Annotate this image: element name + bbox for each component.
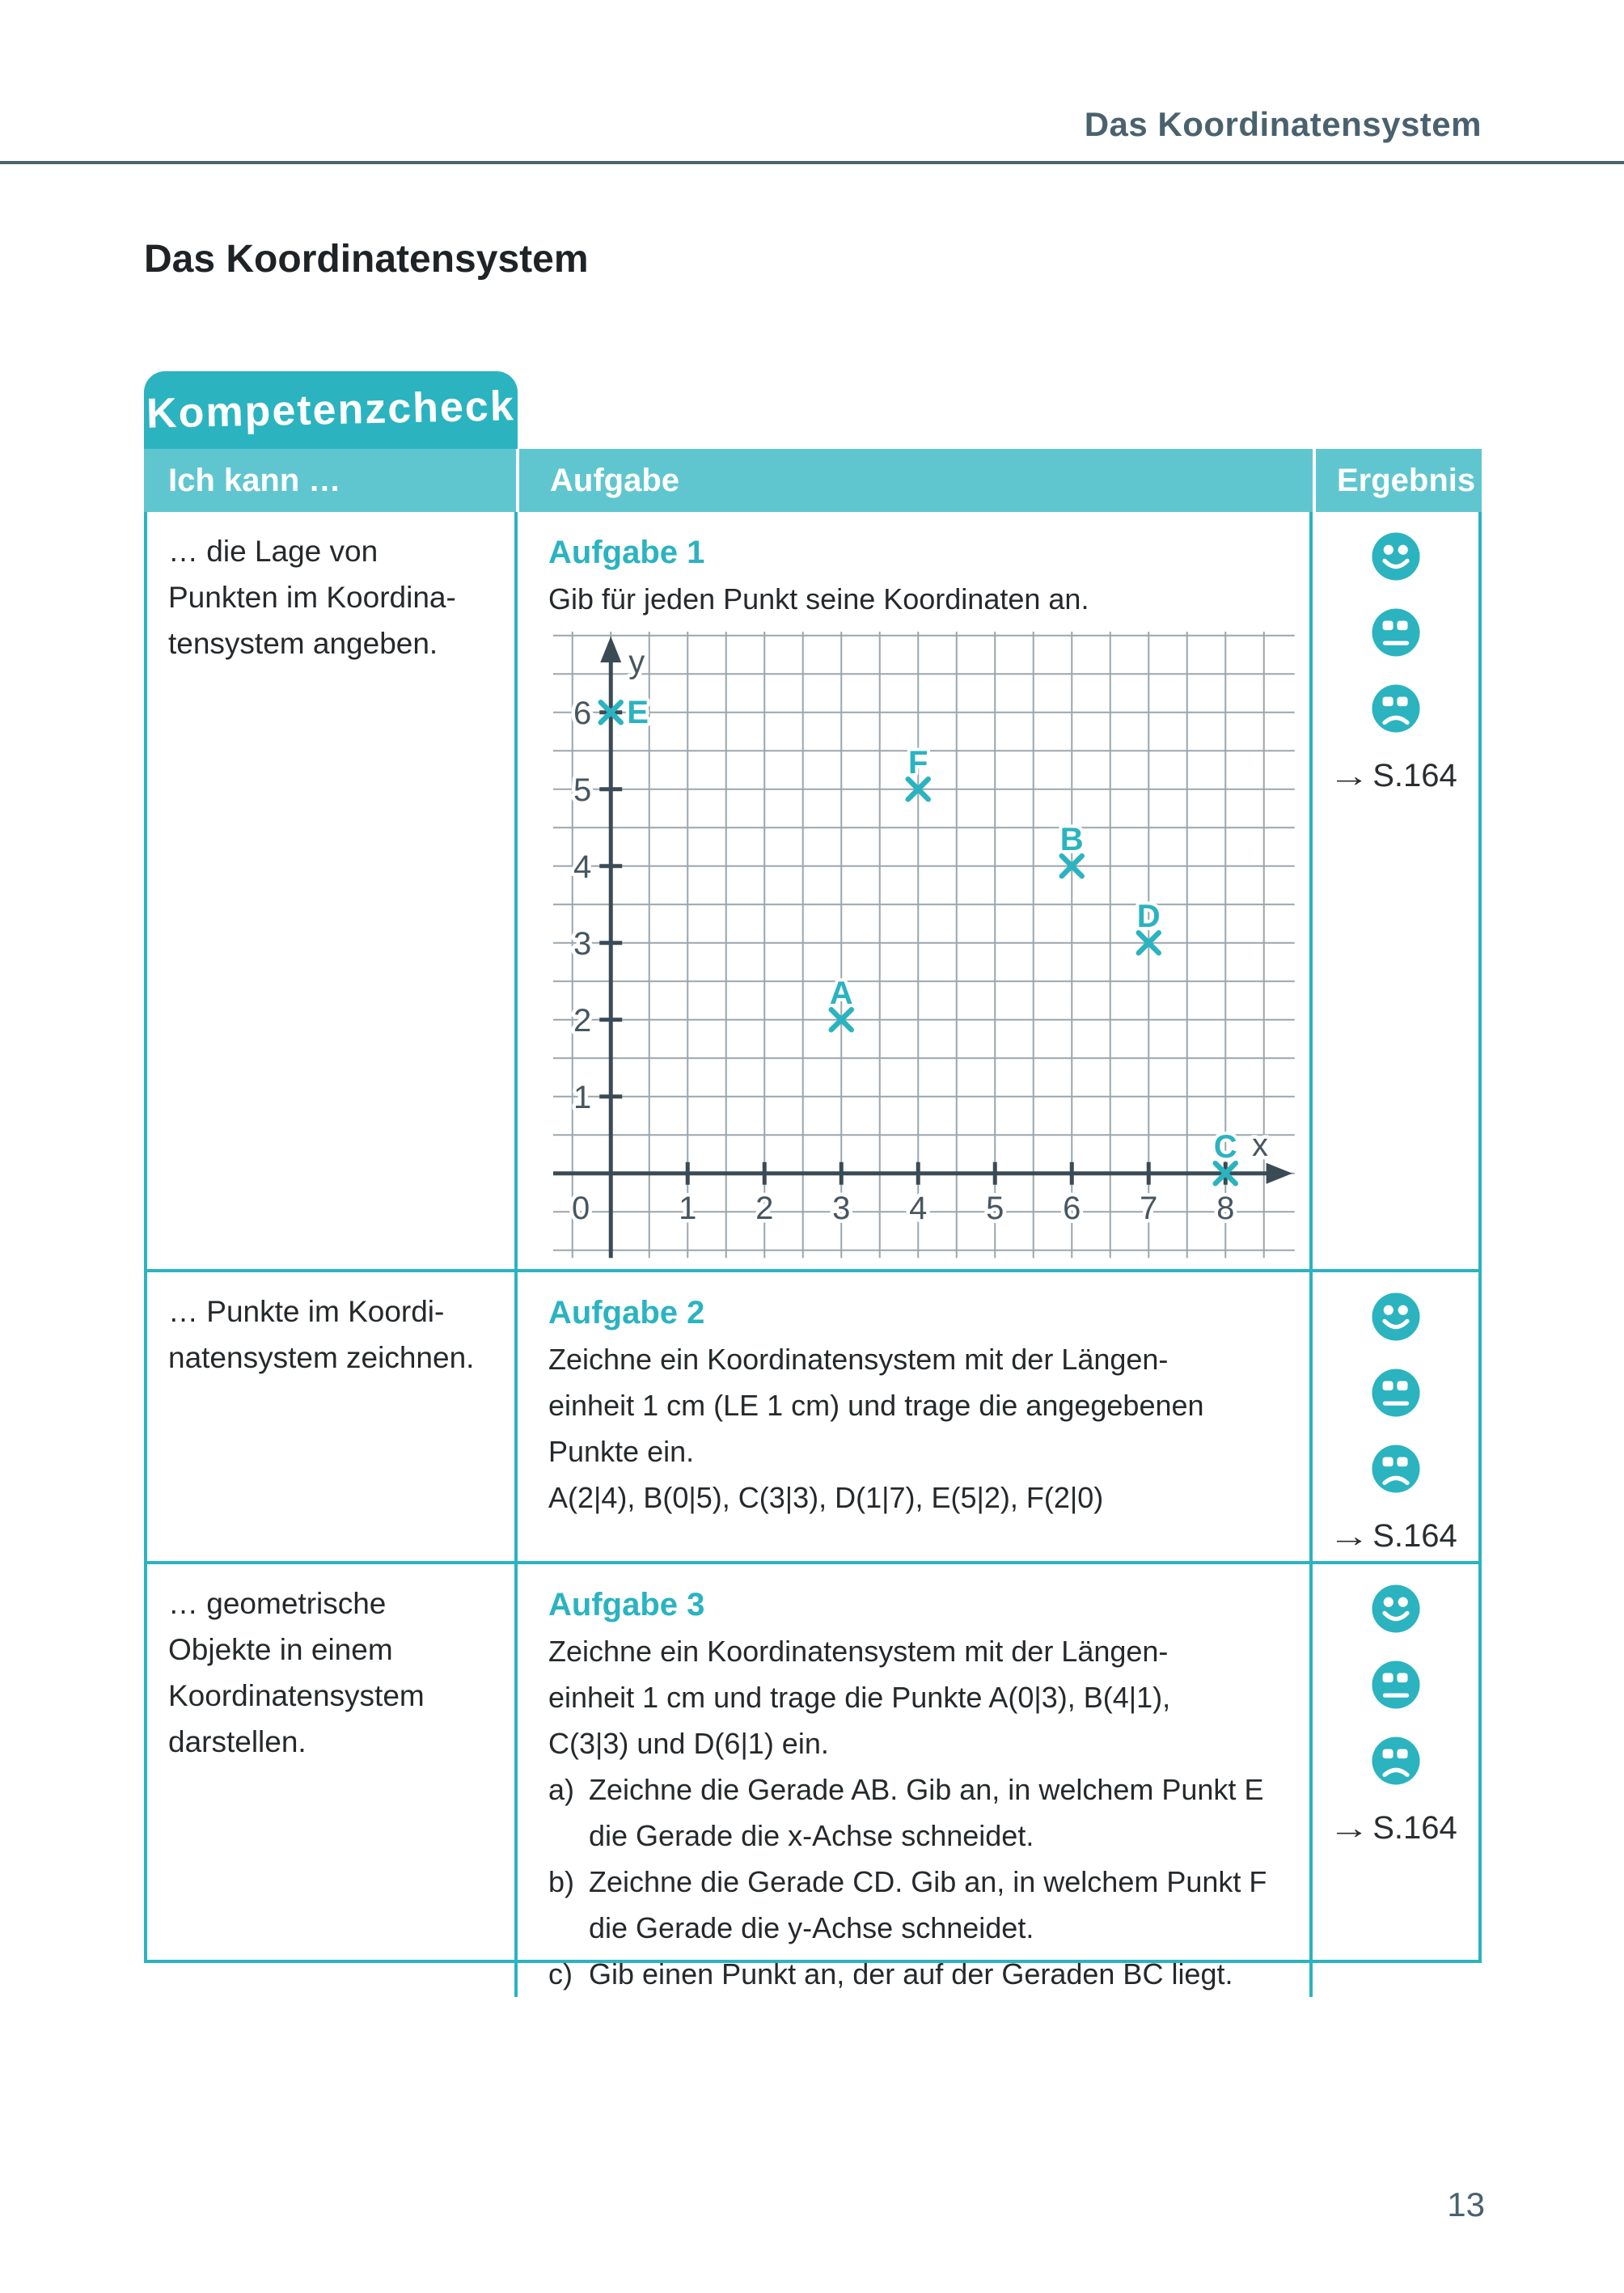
smiley-neutral-icon xyxy=(1371,607,1421,658)
subitem-label: b) xyxy=(548,1865,575,1898)
svg-text:6: 6 xyxy=(1063,1190,1081,1226)
svg-text:0: 0 xyxy=(572,1190,590,1226)
smiley-stack xyxy=(1371,1292,1421,1520)
coordinate-chart xyxy=(553,632,1295,1258)
svg-text:A: A xyxy=(829,975,853,1011)
task-title: Aufgabe 2 xyxy=(548,1295,705,1331)
result-cell xyxy=(1313,1272,1478,1561)
arrow-right-icon: → xyxy=(1328,759,1370,793)
task-subitem-a xyxy=(548,1766,1301,1859)
page-number: 13 xyxy=(1447,2185,1485,2223)
smiley-sad-icon xyxy=(1371,1444,1421,1494)
svg-text:2: 2 xyxy=(755,1190,774,1226)
task-title: Aufgabe 1 xyxy=(548,535,705,570)
svg-text:1: 1 xyxy=(573,1079,592,1115)
can-cell: … geometrische Objekte in einem Koordinatensystem darstellen. xyxy=(147,1564,518,1997)
smiley-happy-icon xyxy=(1371,1292,1421,1342)
table-body xyxy=(144,512,1482,1991)
task-text: Gib für jeden Punkt seine Koordinaten an. xyxy=(548,582,1089,616)
smiley-neutral-icon xyxy=(1371,1368,1421,1418)
running-head-title: Das Koordinatensystem xyxy=(1084,105,1482,143)
kompetenzcheck-label: Kompetenzcheck xyxy=(146,383,516,438)
header-rule xyxy=(0,161,1624,164)
smiley-stack xyxy=(1371,1584,1421,1812)
page-reference xyxy=(1328,1810,1457,1847)
svg-text:F: F xyxy=(908,744,928,781)
task-text: Zeichne ein Koordinatensystem mit der Längen- einheit 1 cm und trage die Punkte A(0|3), B(4|1), C(3|3) und D(6|1) ein. xyxy=(548,1635,1171,1760)
table-row xyxy=(147,1269,1478,1561)
kompetenzcheck-badge xyxy=(144,371,518,449)
svg-text:4: 4 xyxy=(573,848,592,885)
svg-text:D: D xyxy=(1136,898,1161,934)
subitem-label: c) xyxy=(548,1957,573,1991)
task-subitem-b xyxy=(548,1859,1301,1951)
page-title: Das Koordinatensystem xyxy=(144,238,589,281)
table-header-row xyxy=(144,449,1482,512)
smiley-sad-icon xyxy=(1371,1736,1421,1786)
can-cell: … die Lage von Punkten im Koordina- tensystem angeben. xyxy=(147,512,518,1269)
task-subitem-c xyxy=(548,1951,1301,1997)
svg-text:x: x xyxy=(1252,1127,1268,1163)
smiley-neutral-icon xyxy=(1371,1660,1421,1710)
result-cell xyxy=(1313,512,1478,1269)
svg-text:C: C xyxy=(1213,1128,1237,1165)
svg-text:E: E xyxy=(627,694,649,730)
svg-text:3: 3 xyxy=(832,1190,851,1226)
column-header-ich-kann: Ich kann … xyxy=(147,449,519,512)
subitem-text: Zeichne die Gerade CD. Gib an, in welchem Punkt F die Gerade die y-Achse schneidet. xyxy=(589,1865,1267,1944)
smiley-happy-icon xyxy=(1371,1584,1421,1634)
smiley-happy-icon xyxy=(1371,531,1421,582)
running-head xyxy=(1085,105,1482,144)
page-reference-text: S.164 xyxy=(1372,758,1457,793)
task-subitems xyxy=(548,1766,1301,1997)
svg-text:5: 5 xyxy=(986,1190,1004,1226)
task-cell xyxy=(518,1564,1313,1997)
table-row xyxy=(147,512,1478,1269)
smiley-stack xyxy=(1371,531,1421,759)
task-cell xyxy=(518,1272,1313,1561)
task-text: Zeichne ein Koordinatensystem mit der Längen- einheit 1 cm (LE 1 cm) und trage die angegebenen Punkte ein. A(2|4), B(0|5), C(3|3), D(1|7), E(5|2), F(2|0) xyxy=(548,1343,1204,1514)
result-cell xyxy=(1313,1564,1478,1997)
svg-text:6: 6 xyxy=(573,695,592,731)
column-header-ergebnis: Ergebnis xyxy=(1337,462,1476,498)
svg-text:y: y xyxy=(628,644,645,680)
arrow-right-icon: → xyxy=(1328,1812,1370,1846)
task-title: Aufgabe 3 xyxy=(548,1587,705,1622)
svg-text:1: 1 xyxy=(679,1190,697,1226)
subitem-label: a) xyxy=(548,1773,575,1806)
arrow-right-icon: → xyxy=(1328,1520,1370,1554)
svg-text:7: 7 xyxy=(1140,1190,1158,1226)
column-header-aufgabe: Aufgabe xyxy=(519,449,1316,512)
smiley-sad-icon xyxy=(1371,683,1421,734)
subitem-text: Gib einen Punkt an, der auf der Geraden BC liegt. xyxy=(589,1957,1233,1991)
svg-text:5: 5 xyxy=(573,772,592,808)
page-reference-text: S.164 xyxy=(1372,1518,1457,1554)
svg-text:3: 3 xyxy=(573,925,592,962)
page-reference xyxy=(1328,758,1457,794)
svg-text:8: 8 xyxy=(1216,1190,1235,1226)
table-row xyxy=(147,1561,1478,1991)
svg-text:2: 2 xyxy=(573,1002,592,1039)
task-cell xyxy=(518,512,1313,1269)
can-cell: … Punkte im Koordi- natensystem zeichnen. xyxy=(147,1272,518,1561)
page-reference-text: S.164 xyxy=(1372,1810,1457,1846)
svg-text:4: 4 xyxy=(909,1190,928,1226)
kompetenz-table xyxy=(144,449,1482,1991)
subitem-text: Zeichne die Gerade AB. Gib an, in welchem Punkt E die Gerade die x-Achse schneidet. xyxy=(589,1773,1264,1852)
page-reference xyxy=(1328,1518,1457,1555)
svg-text:B: B xyxy=(1059,821,1084,857)
